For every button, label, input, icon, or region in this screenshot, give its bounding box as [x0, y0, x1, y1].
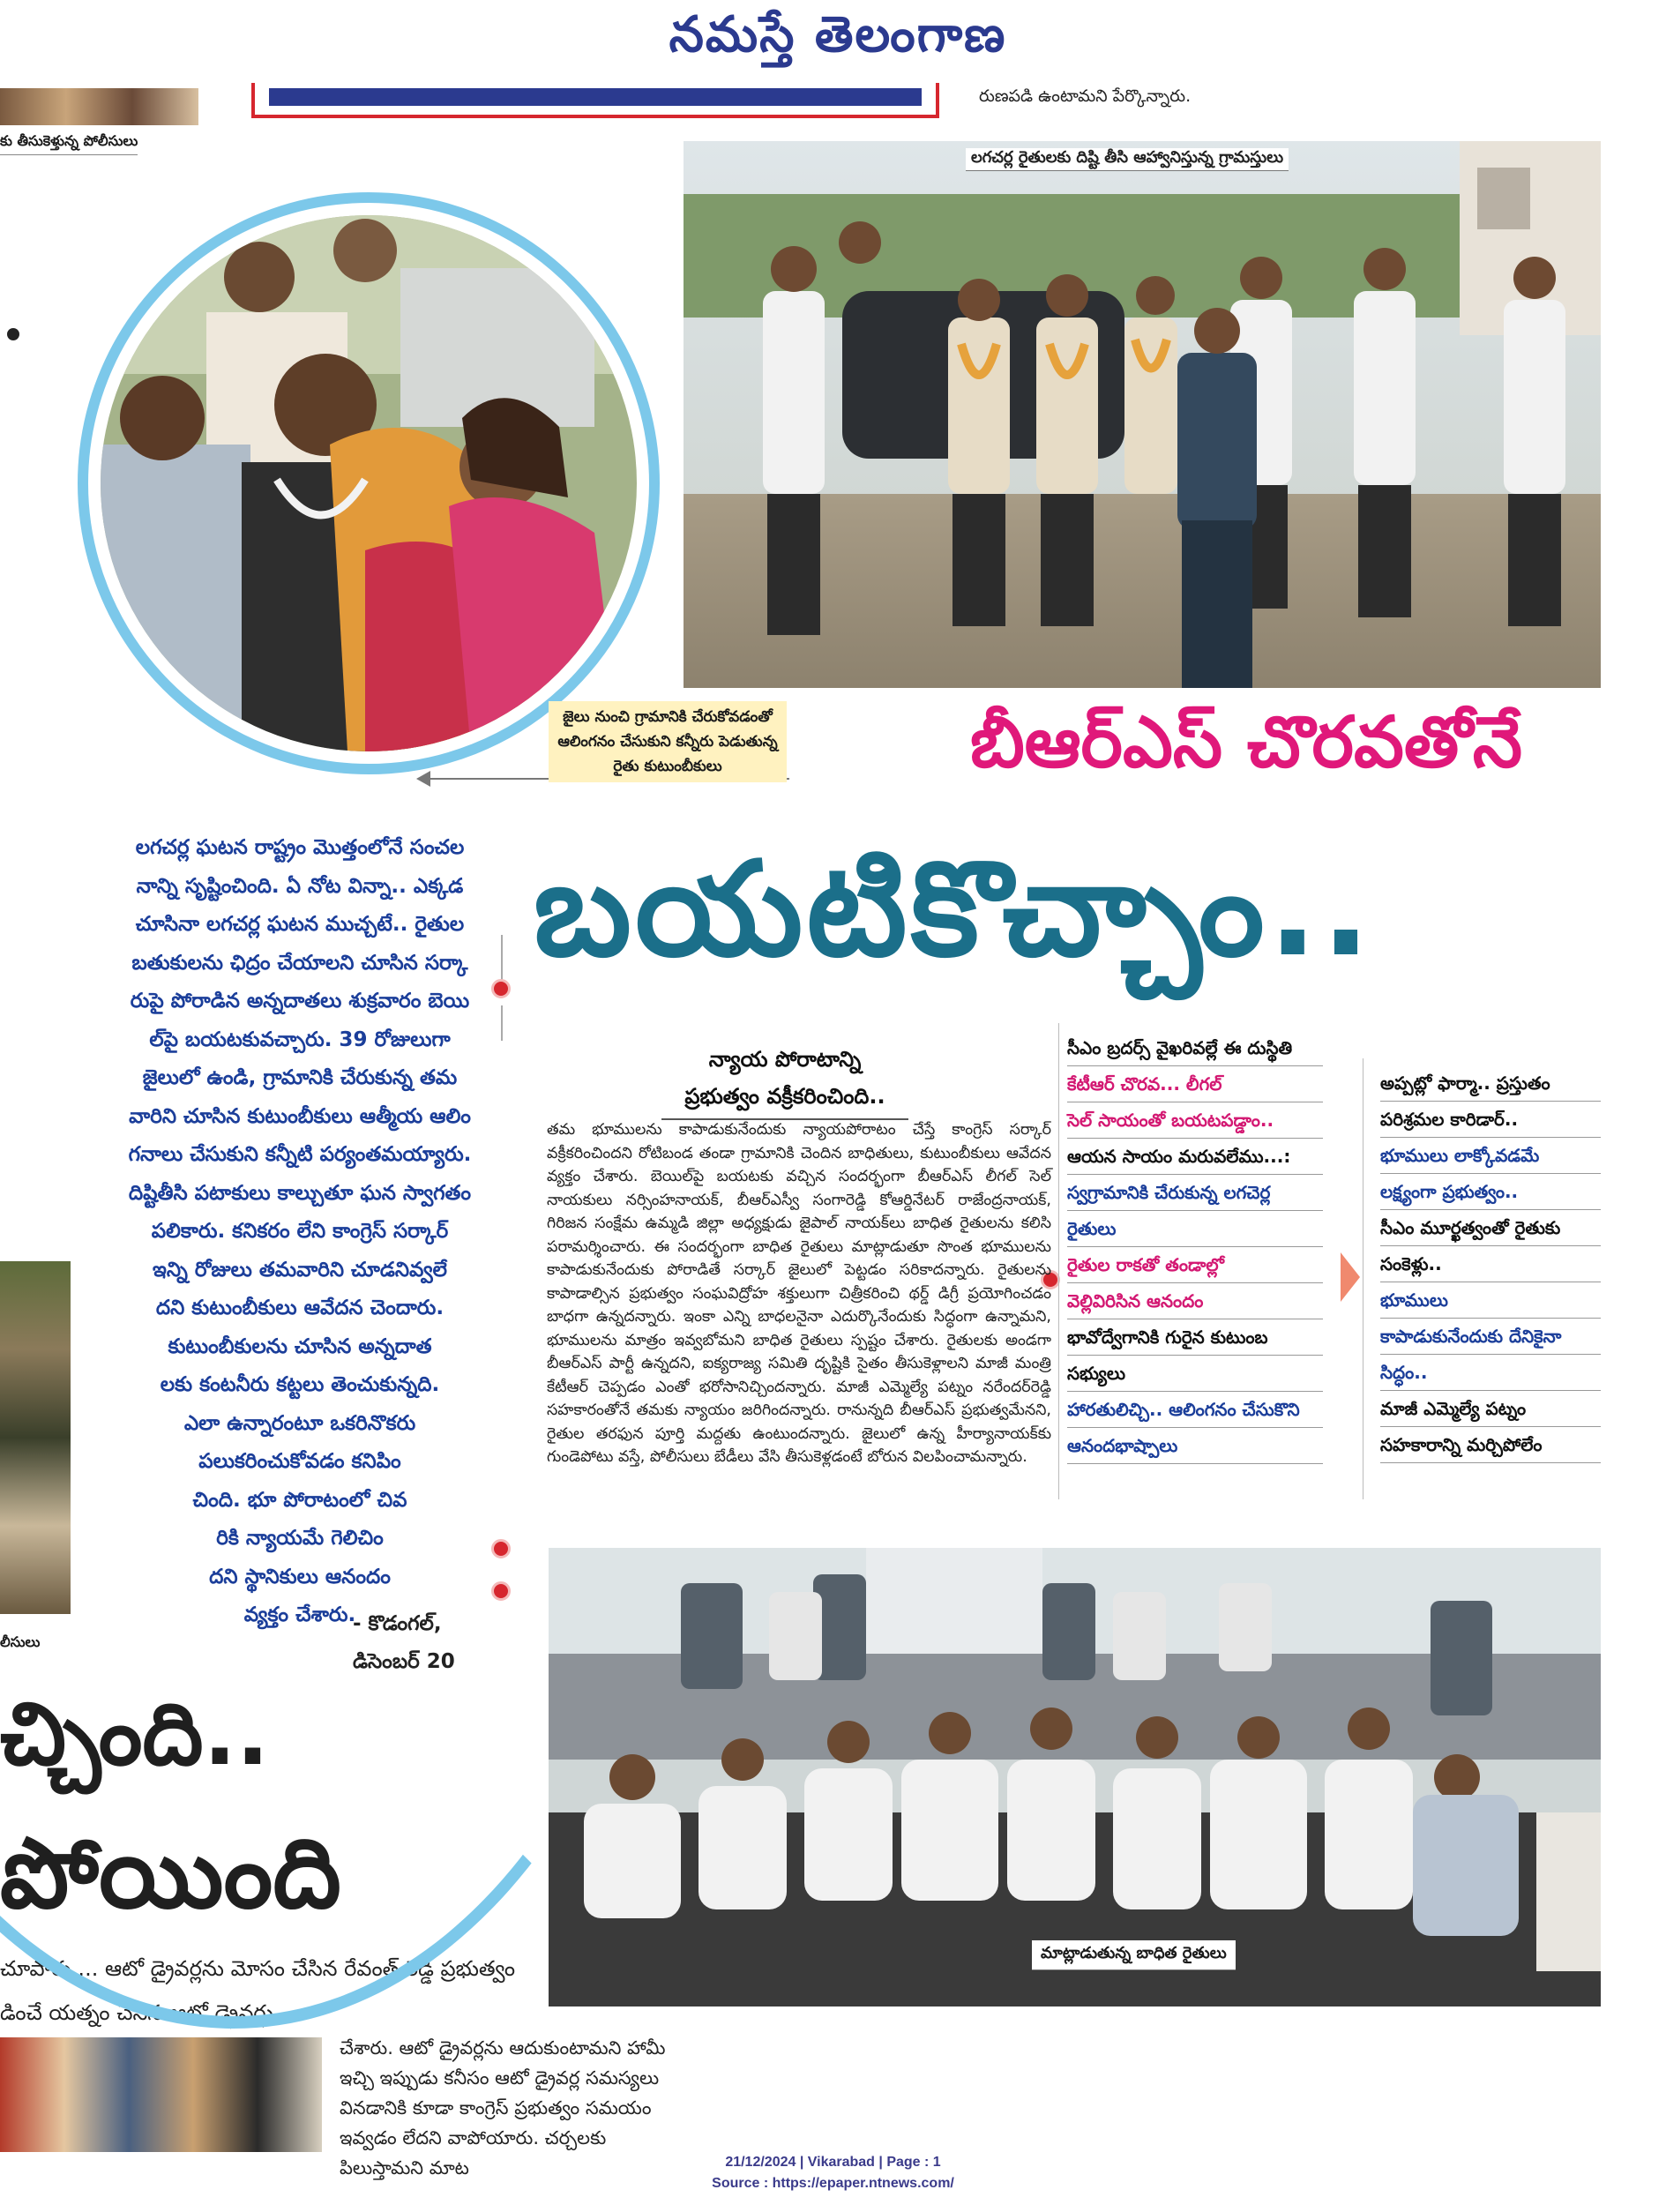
side-item: లక్ష్యంగా ప్రభుత్వం..: [1380, 1174, 1601, 1210]
neighbour-photo: [0, 2037, 322, 2152]
intro-line: లకు కంటనీరు కట్టలు తెంచుకున్నది.: [160, 1373, 440, 1396]
neighbour-body: చేశారు. ఆటో డ్రైవర్లను ఆదుకుంటామని హామీ ఇచ్చి ఇప్పుడు కనీసం ఆటో డ్రైవర్ల సమస్యలు వినడానికి కూడా కాంగ్రెస్ ప్రభుత్వం సమయం ఇవ్వడం లేదని వాపోయారు. చర్చలకు పిలుస్తామని మాట: [340, 2037, 666, 2178]
intro-line: లగచర్ల ఘటన రాష్ట్రం మొత్తంలోనే సంచల: [135, 836, 465, 859]
intro-line: దని స్థానికులు ఆనందం: [209, 1565, 391, 1588]
intro-line: కుటుంబీకులను చూసిన అన్నదాత: [168, 1334, 432, 1358]
footer: [0, 2152, 1666, 2194]
masthead-title: నమస్తే తెలంగాణ: [669, 5, 1007, 64]
side-item: ఆయన సాయం మరువలేము...:: [1067, 1139, 1323, 1175]
main-photo-illustration: [684, 141, 1601, 688]
dateline: [353, 1605, 455, 1681]
circle-photo-caption: జైలు నుంచి గ్రామానికి చేరుకోవడంతో ఆలింగనం చేసుకుని కన్నీరు పెడుతున్న రైతు కుటుంబీకులు: [549, 701, 787, 782]
side-item: స్వగ్రామానికి చేరుకున్న లగచెర్ల: [1067, 1175, 1323, 1211]
main-photo-caption: లగచర్ల రైతులకు దిష్టి తీసి ఆహ్వానిస్తున్న గ్రామస్తులు: [966, 148, 1289, 171]
side-item: సభ్యులు: [1067, 1356, 1323, 1392]
side-item: మాజీ ఎమ్మెల్యే పట్నం: [1380, 1391, 1601, 1427]
intro-column: [88, 829, 512, 1635]
dateline-place: - కొడంగల్,: [353, 1612, 442, 1635]
footer-edition: 21/12/2024 | Vikarabad | Page : 1: [725, 2155, 941, 2170]
intro-line: దిష్టితీసి పటాకులు కాల్చుతూ ఘన స్వాగతం: [128, 1181, 472, 1205]
side-item: సీఎం బ్రదర్స్ వైఖరివల్లే ఈ దుస్థితి: [1067, 1030, 1323, 1066]
intro-line: పలుకరించుకోవడం కనిపిం: [198, 1450, 401, 1473]
bottom-photo: [549, 1548, 1601, 2006]
headline-line-2: బయటికొచ్చాం..: [534, 833, 1375, 985]
side-item: వెల్లివిరిసిన ఆనందం: [1067, 1283, 1323, 1319]
side-item: భావోద్వేగానికి గురైన కుటుంబ: [1067, 1319, 1323, 1356]
headline-line-1: బీఆర్ఎస్ చొరవతోనే: [970, 701, 1523, 783]
side-item: కాపాడుకునేందుకు దేనికైనా: [1380, 1319, 1601, 1355]
side-item: సీఎం మూర్ఖత్వంతో రైతుకు: [1380, 1210, 1601, 1246]
intro-line: బతుకులను ఛిద్రం చేయాలని చూసిన సర్కా: [131, 951, 468, 975]
intro-line: పలికారు. కనికరం లేని కాంగ్రెస్ సర్కార్: [151, 1220, 449, 1243]
neighbour-headline-1: చ్చింది..: [0, 1685, 270, 1785]
neighbour-subhead-2: డించే యత్నం చేసిన ఆటో డ్రైవర్లు: [0, 2000, 273, 2025]
mid-subhead: [635, 1041, 935, 1120]
side-item: భూములు లాక్కోవడమే: [1380, 1138, 1601, 1174]
intro-line: ఎలా ఉన్నారంటూ ఒకరినొకరు: [183, 1411, 416, 1435]
intro-line: ఇన్ని రోజులు తమవారిని చూడనివ్వలే: [153, 1258, 447, 1282]
side-item: సిద్ధం..: [1380, 1355, 1601, 1391]
side-item: కేటీఆర్ చొరవ... లీగల్: [1067, 1066, 1323, 1102]
masthead-rule-inner: [269, 88, 922, 106]
column-divider: [1058, 1023, 1059, 1499]
bottom-photo-illustration: [549, 1548, 1601, 2006]
intro-line: నాన్ని సృష్టించింది. ఏ నోట విన్నా.. ఎక్కడ: [136, 874, 464, 898]
left-caption-top: కు తీసుకెళ్తున్న పోలీసులు: [0, 132, 138, 155]
mid-body-text: తమ భూములను కాపాడుకునేందుకు న్యాయపోరాటం చేస్తే కాంగ్రెస్ సర్కార్ వక్రీకరించిందని రోటిబండ తండా గ్రామానికి చెందిన బాధితులు, కుటుంబీకులు ఆవేదన వ్యక్తం చేశారు. బెయిల్‌పై బయటకు వచ్చిన సందర్భంగా బీఆర్ఎస్ లీగల్ సెల్ నాయకులు నర్సింహనాయక్, బీఆర్ఎస్వీ సంగారెడ్డి కోఆర్డినేటర్ రాజేంద్రనాయక్, గిరిజన సంక్షేమ ఉమ్మడి జిల్లా అధ్యక్షుడు జైపాల్ నాయక్‌లు బాధిత రైతులను కలిసి పరామర్శించారు. ఈ సందర్భంగా బాధిత రైతులు మాట్లాడుతూ సొంత భూములను కాపాడుకునేందుకు పోరాడితే సర్కార్ జైలులో పెట్టడం సరికాదన్నారు. రైతులను కాపాడాల్సిన ప్రభుత్వం సంఘవిద్రోహ శక్తులుగా చిత్రీకరించి థర్డ్ డిగ్రీ ప్రయోగించడం బాధగా ఉన్నదన్నారు. ఇంకా ఎన్ని బాధలనైనా ఎదుర్కొనేందుకు సిద్ధంగా ఉన్నామని, భూములను మాత్రం ఇవ్వబోమని బాధిత రైతులు స్పష్టం చేశారు. రైతులకు అండగా బీఆర్ఎస్ పార్టీ ఉన్నదని, ఐక్యరాజ్య సమితి దృష్టికి సైతం తీసుకెళ్లాలని మాజీ మంత్రి కేటీఆర్ చెప్పడం ఎంతో భరోసానిచ్చిందన్నారు. మాజీ ఎమ్మెల్యే పట్నం నరేందర్‌రెడ్డి సహకారంతోనే తమకు న్యాయం జరిగిందన్నారు. రానున్నది బీఆర్ఎస్ ప్రభుత్వమేనని, రైతుల తరఫున పూర్తి మద్దతు ఉంటుందన్నారు. జైలులో ఉన్న హీర్యానాయక్‌కు గుండెపోటు వస్తే, పోలీసులు బేడీలు వేసి తీసుకెళ్లడంటే బోరున విలపించామన్నారు.: [547, 1121, 1051, 1466]
side-item: హారతులిచ్చి.. ఆలింగనం చేసుకొని: [1067, 1392, 1323, 1428]
side-column-2: [1380, 1065, 1601, 1463]
neighbour-headline-2: పోయింది: [0, 1817, 341, 1930]
side-item: సెల్ సాయంతో బయటపడ్డాం..: [1067, 1102, 1323, 1139]
neighbour-subhead-1: చూపారు ... ఆటో డ్రైవర్లను మోసం చేసిన రేవంత్ రెడ్డి ప్రభుత్వం: [0, 1956, 516, 1981]
bottom-photo-caption: మాట్లాడుతున్న బాధిత రైతులు: [1032, 1940, 1236, 1970]
left-photo-top: [0, 88, 198, 125]
side-item: సహకారాన్ని మర్చిపోలేం: [1380, 1427, 1601, 1463]
side-item: రైతులు: [1067, 1211, 1323, 1247]
mid-subhead-line-2: ప్రభుత్వం వక్రీకరించింది..: [684, 1084, 885, 1109]
intro-line: దని కుటుంబీకులు ఆవేదన చెందారు.: [155, 1297, 445, 1319]
side-item: అప్పట్లో ఫార్మా.. ప్రస్తుతం: [1380, 1065, 1601, 1102]
intro-line: చూసినా లగచర్ల ఘటన ముచ్చటే.. రైతుల: [135, 913, 465, 936]
intro-line: జైలులో ఉండి, గ్రామానికి చేరుకున్న తమ: [142, 1066, 458, 1089]
side-item: రైతుల రాకతో తండాల్లో: [1067, 1247, 1323, 1283]
bullet-dot: [7, 328, 19, 340]
dateline-date: డిసెంబర్ 20: [353, 1650, 455, 1673]
circle-photo-illustration: [101, 215, 637, 751]
side-item: భూములు: [1380, 1282, 1601, 1319]
intro-line: రుపై పోరాడిన అన్నదాతలు శుక్రవారం బెయి: [130, 990, 470, 1013]
intro-line: గనాలు చేసుకుని కన్నీటి పర్యంతమయ్యారు.: [128, 1143, 472, 1166]
circle-photo: [101, 215, 637, 751]
left-caption-bottom: లీసులు: [0, 1633, 41, 1650]
intro-line: వ్యక్తం చేశారు.: [243, 1603, 356, 1626]
continued-text: రుణపడి ఉంటామని పేర్కొన్నారు.: [979, 86, 1192, 106]
circle-photo-frame: [78, 192, 660, 774]
side-column-1: [1067, 1030, 1323, 1464]
intro-line: వారిని చూసిన కుటుంబీకులు ఆత్మీయ ఆలిం: [129, 1104, 471, 1128]
intro-line: చింది. భూ పోరాటంలో చివ: [192, 1488, 407, 1512]
chevron-right-icon: [1341, 1252, 1360, 1302]
mid-subhead-line-1: న్యాయ పోరాటాన్ని: [708, 1047, 862, 1072]
intro-line: రికి న్యాయమే గెలిచిం: [216, 1527, 384, 1550]
intro-line: ల్‌పై బయటకువచ్చారు. 39 రోజులుగా: [149, 1028, 451, 1051]
side-item: పరిశ్రమల కారిడార్..: [1380, 1102, 1601, 1138]
footer-source: Source : https://epaper.ntnews.com/: [712, 2176, 954, 2191]
side-item: సంకెళ్లు..: [1380, 1246, 1601, 1282]
caption-arrow-icon: [416, 771, 430, 787]
main-photo: [684, 141, 1601, 688]
side-item: ఆనందభాష్పాలు: [1067, 1428, 1323, 1464]
